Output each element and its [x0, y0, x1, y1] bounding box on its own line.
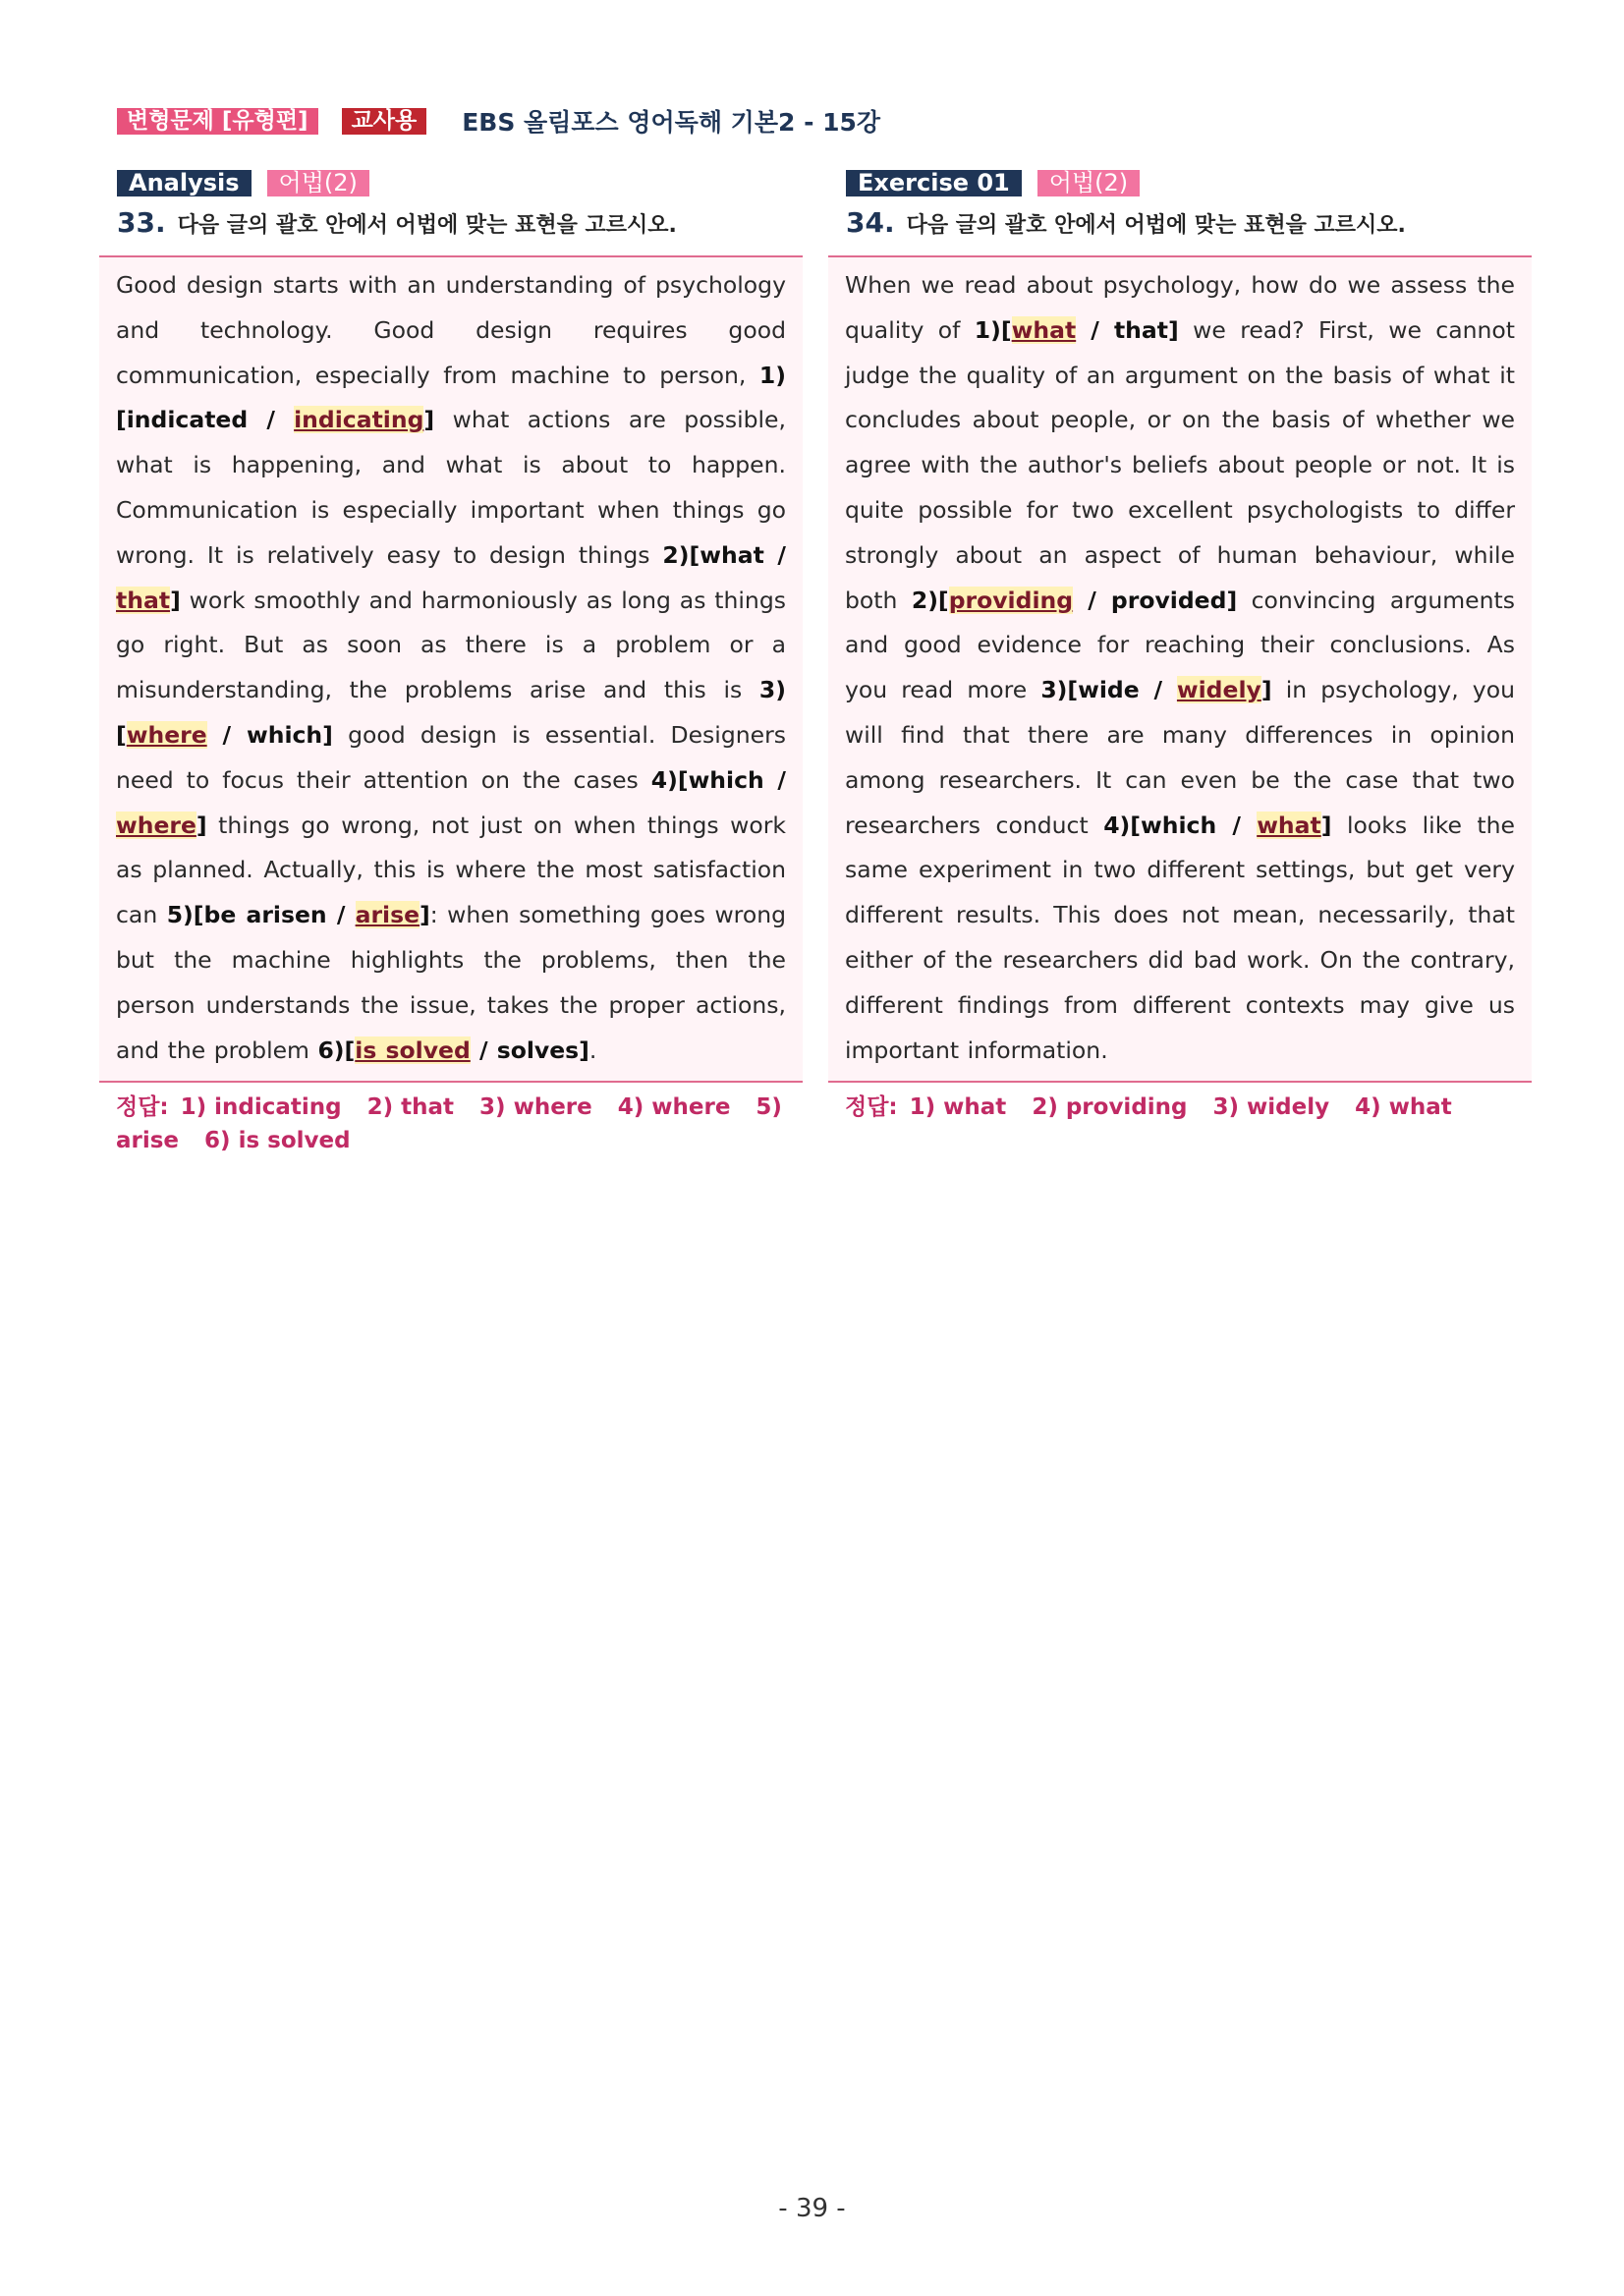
- blank-close: ]: [1260, 676, 1272, 704]
- choice-option: which: [1141, 811, 1217, 839]
- correct-choice: where: [116, 811, 196, 839]
- correct-choice: where: [126, 720, 207, 749]
- document-title: EBS 올림포스 영어독해 기본2 - 15강: [462, 108, 881, 137]
- correct-choice: what: [1257, 811, 1321, 839]
- passage-segment: looks like the same experiment in two different settings, but get very different results. This does not mean, necessarily, that either of the researchers did bad work. On the contrary, different findings from different contexts may give us important information.: [845, 811, 1516, 1064]
- blank-close: ]: [322, 720, 333, 749]
- answer-item: 3) where: [479, 1094, 592, 1121]
- answer-item: 2) providing: [1032, 1094, 1188, 1121]
- answer-prefix: 정답:: [845, 1094, 898, 1121]
- correct-choice: arise: [355, 901, 420, 929]
- question-instruction: 다음 글의 괄호 안에서 어법에 맞는 표현을 고르시오.: [906, 213, 1406, 238]
- blank-open: 2)[: [911, 586, 949, 614]
- correct-choice: that: [116, 586, 171, 614]
- passage-segment: what actions are possible, what is happening, and what is about to happen. Communication is especially important when things go wrong. It is relatively easy to design things: [116, 406, 786, 569]
- correct-choice: providing: [948, 586, 1074, 614]
- answer-prefix: 정답:: [116, 1094, 169, 1121]
- passage-text: [845, 263, 1515, 1073]
- passage-segment: : when something goes wrong but the machine highlights the problems, then the person understands the issue, takes the proper actions, and the problem: [116, 901, 787, 1064]
- passage-segment: things go wrong, not just on when things work as planned. Actually, this is where the most satisfaction can: [116, 811, 786, 929]
- left-labels: [99, 169, 803, 196]
- blank-open: 3)[: [1040, 676, 1079, 704]
- passage-segment: good design is essential. Designers need to focus their attention on the cases: [116, 720, 786, 794]
- passage-segment: Good design starts with an understanding of psychology and technology. Good design requires good communication, especially from machine to person,: [116, 271, 786, 389]
- passage-segment: we read? First, we cannot judge the quality of an argument on the basis of what it concludes about people, or on the basis of whether we agree with the author's beliefs about people or not. It is quite possible for two excellent psychologists to differ strongly about an aspect of human behaviour, while both: [845, 315, 1516, 614]
- right-column: [828, 169, 1532, 1124]
- left-column: [99, 169, 803, 1157]
- blank-close: ]: [196, 811, 207, 839]
- choice-separator: /: [1139, 676, 1177, 704]
- choice-option: solves: [496, 1036, 580, 1064]
- answer-item: 1) indicating: [180, 1094, 342, 1121]
- passage-segment: convincing arguments and good evidence for reaching their conclusions. As you read more: [845, 586, 1515, 704]
- blank-open: 4)[: [650, 765, 689, 794]
- page-header: [117, 106, 880, 136]
- question-number: 34.: [846, 206, 895, 239]
- question-33-header: [99, 206, 803, 244]
- choice-option: what: [700, 540, 764, 569]
- choice-separator: /: [763, 540, 787, 569]
- question-33-passage: [99, 255, 803, 1083]
- choice-separator: /: [248, 406, 295, 434]
- passage-segment: .: [588, 1036, 597, 1064]
- type-tag: 변형문제 [유형편]: [117, 108, 318, 135]
- blank-open: 1)[: [116, 361, 786, 434]
- answer-item: 3) widely: [1212, 1094, 1330, 1121]
- correct-choice: indicating: [294, 406, 424, 434]
- correct-choice: is solved: [355, 1036, 471, 1064]
- choice-option: which: [247, 720, 323, 749]
- choice-option: indicated: [126, 406, 249, 434]
- correct-choice: what: [1011, 315, 1077, 344]
- blank-open: 4)[: [1103, 811, 1142, 839]
- question-34-header: [828, 206, 1532, 244]
- choice-separator: /: [206, 720, 247, 749]
- answer-item: 2) that: [366, 1094, 455, 1121]
- answer-item: 6) is solved: [204, 1128, 351, 1154]
- page-number: - 39 -: [778, 2194, 846, 2223]
- answer-item: 1) what: [909, 1094, 1007, 1121]
- choice-option: provided: [1110, 586, 1227, 614]
- answer-key-33: [99, 1091, 803, 1157]
- correct-choice: widely: [1176, 676, 1261, 704]
- blank-open: 3)[: [116, 676, 786, 749]
- exercise-label: Exercise 01: [846, 170, 1022, 196]
- blank-close: ]: [579, 1036, 589, 1064]
- answer-item: 5) arise: [116, 1094, 782, 1154]
- blank-close: ]: [170, 586, 181, 614]
- choice-option: which: [688, 765, 764, 794]
- question-number: 33.: [117, 206, 166, 239]
- blank-close: ]: [1226, 586, 1238, 614]
- passage-text: [116, 263, 786, 1073]
- answer-key-34: [828, 1091, 1532, 1124]
- passage-segment: work smoothly and harmoniously as long as things go right. But as soon as there is a problem or a misunderstanding, the problems arise and this is: [116, 586, 786, 704]
- blank-open: 2)[: [662, 540, 700, 569]
- choice-separator: /: [1073, 586, 1111, 614]
- choice-separator: /: [763, 765, 787, 794]
- blank-open: 6)[: [317, 1036, 356, 1064]
- analysis-label: Analysis: [117, 170, 252, 196]
- answer-item: 4) what: [1355, 1094, 1452, 1121]
- choice-option: wide: [1078, 676, 1140, 704]
- blank-close: ]: [423, 406, 435, 434]
- blank-close: ]: [420, 901, 430, 929]
- choice-separator: /: [326, 901, 356, 929]
- grammar-label: 어법(2): [1037, 170, 1140, 196]
- passage-segment: in psychology, you will find that there are many differences in opinion among researchers. It can even be the case that two researchers conduct: [845, 676, 1515, 839]
- passage-segment: When we read about psychology, how do we assess the quality of: [845, 271, 1515, 344]
- right-labels: [828, 169, 1532, 196]
- question-instruction: 다음 글의 괄호 안에서 어법에 맞는 표현을 고르시오.: [177, 213, 677, 238]
- answer-item: 4) where: [617, 1094, 731, 1121]
- blank-open: 1)[: [974, 315, 1012, 344]
- choice-option: that: [1113, 315, 1169, 344]
- choice-option: be arisen: [203, 901, 327, 929]
- blank-close: ]: [1320, 811, 1332, 839]
- choice-separator: /: [1216, 811, 1258, 839]
- grammar-label: 어법(2): [267, 170, 369, 196]
- choice-separator: /: [470, 1036, 497, 1064]
- blank-close: ]: [1168, 315, 1179, 344]
- teacher-tag: 교사용: [342, 108, 427, 135]
- question-34-passage: [828, 255, 1532, 1083]
- blank-open: 5)[: [166, 901, 204, 929]
- choice-separator: /: [1076, 315, 1114, 344]
